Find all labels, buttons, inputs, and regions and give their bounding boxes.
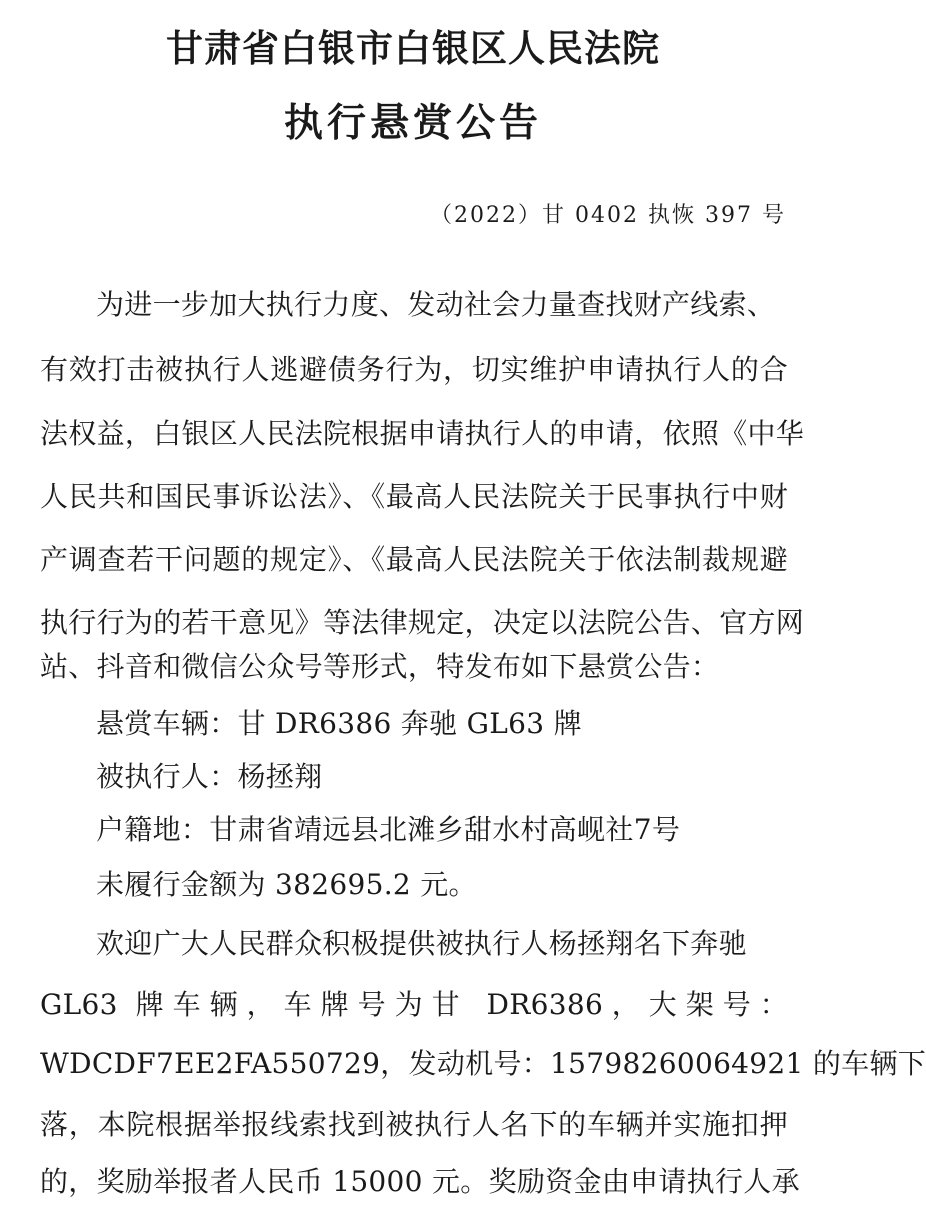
paragraph1-line: 产调查若干问题的规定》、《最高人民法院关于依法制裁规避 <box>40 543 788 576</box>
paragraph2-line: 欢迎广大人民群众积极提供被执行人杨拯翔名下奔驰 <box>96 927 747 960</box>
paragraph2-line: 的，奖励举报者人民币 15000 元。奖励资金由申请执行人承 <box>40 1165 800 1198</box>
paragraph1-line: 人民共和国民事诉讼法》、《最高人民法院关于民事执行中财 <box>40 480 788 513</box>
court-title: 甘肃省白银市白银区人民法院 <box>166 27 660 70</box>
residence-line: 户籍地：甘肃省靖远县北滩乡甜水村高岘社7号 <box>96 813 681 846</box>
executee-line: 被执行人：杨拯翔 <box>96 760 323 793</box>
notice-title: 执行悬赏公告 <box>283 101 542 146</box>
paragraph2-line: WDCDF7EE2FA550729，发动机号：15798260064921 的车辆下 <box>40 1047 926 1080</box>
amount-line: 未履行金额为 382695.2 元。 <box>96 868 477 901</box>
paragraph1-line: 站、抖音和微信公众号等形式，特发布如下悬赏公告： <box>40 650 720 683</box>
paragraph1-line: 有效打击被执行人逃避债务行为，切实维护申请执行人的合 <box>40 353 788 386</box>
paragraph1-line: 执行行为的若干意见》等法律规定，决定以法院公告、官方网 <box>40 606 805 639</box>
vehicle-line: 悬赏车辆：甘 DR6386 奔驰 GL63 牌 <box>96 707 582 740</box>
paragraph1-line: 为进一步加大执行力度、发动社会力量查找财产线索、 <box>96 288 776 321</box>
paragraph2-line: GL63 牌车辆，车牌号为甘 DR6386，大架号： <box>40 988 788 1021</box>
paragraph1-line: 法权益，白银区人民法院根据申请执行人的申请，依照《中华 <box>40 417 805 450</box>
case-number: （2022）甘 0402 执恢 397 号 <box>430 203 786 228</box>
paragraph2-line: 落，本院根据举报线索找到被执行人名下的车辆并实施扣押 <box>40 1108 788 1141</box>
